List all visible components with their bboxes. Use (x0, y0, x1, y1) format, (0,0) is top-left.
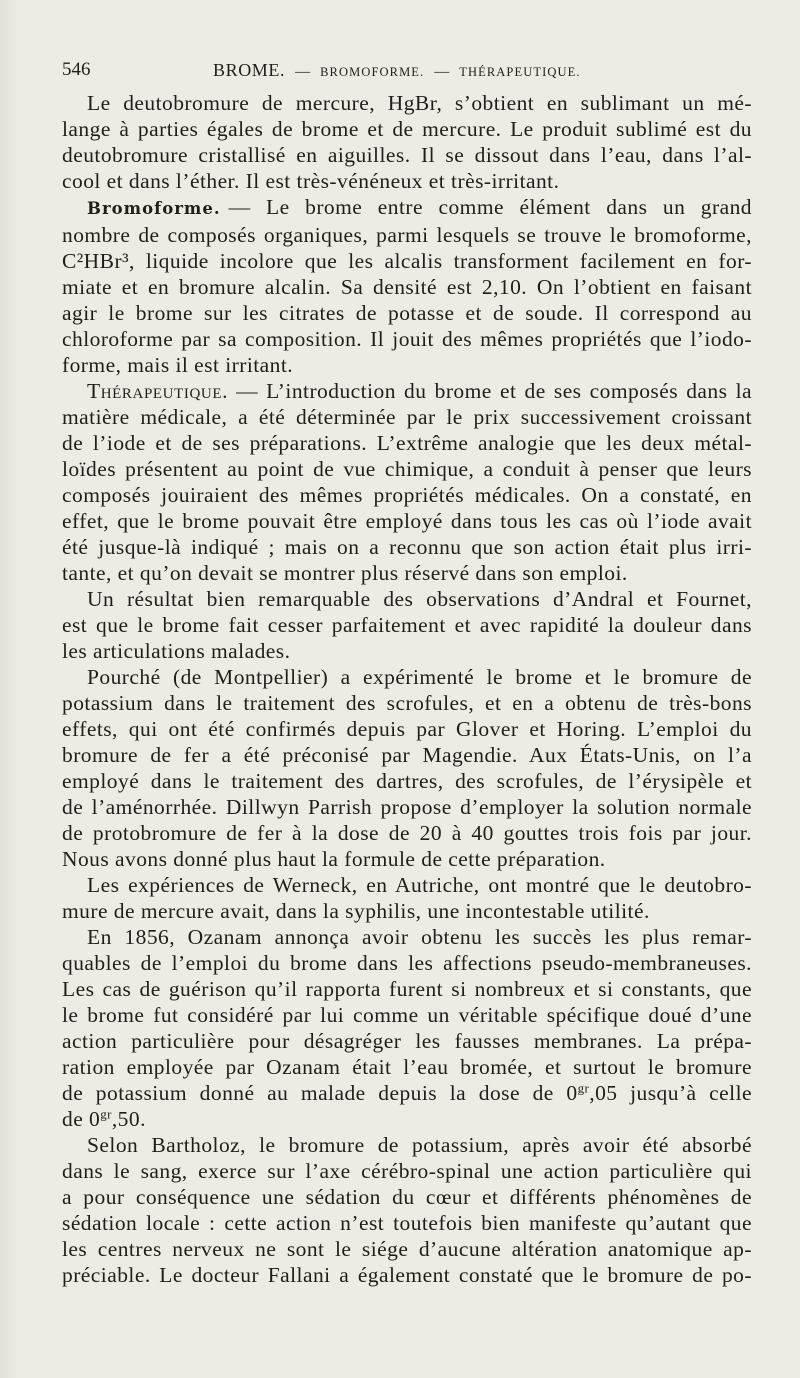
text-line: miate et en bromure alcalin. Sa densité est 2,10. On l’obtient en faisant (62, 275, 752, 299)
running-title-dash: — (434, 64, 450, 80)
text-line: action particulière pour désagréger les fausses membranes. La prépa- (62, 1029, 752, 1053)
paragraph (62, 1132, 752, 1288)
running-title (213, 57, 581, 85)
text-segment: ,50. (111, 1107, 146, 1131)
text-line: agir le brome sur les citrates de potasse et de soude. Il correspond au (62, 301, 752, 325)
text-line: sédation locale : cette action n’est toutefois bien manifeste qu’autant que (62, 1211, 752, 1235)
text-line: matière médicale, a été déterminée par le prix successivement croissant (62, 405, 752, 429)
running-title-main: BROME. (213, 60, 286, 80)
text-line (62, 194, 752, 222)
text-line (62, 1080, 752, 1106)
text-line: les articulations malades. (62, 639, 291, 663)
text-line: deutobromure cristallisé en aiguilles. Il se dissout dans l’eau, dans l’al- (62, 143, 752, 167)
text-line: forme, mais il est irritant. (62, 353, 294, 377)
text-line: lange à parties égales de brome et de mercure. Le produit sublimé est du (62, 117, 752, 141)
paragraph (62, 872, 752, 924)
text-segment: de 0 (62, 1107, 101, 1131)
text-line: Les expériences de Werneck, en Autriche, ont montré que le deutobro- (87, 873, 752, 897)
text-line: tante, et qu’on devait se montrer plus réservé dans son emploi. (62, 561, 628, 585)
text-line: est que le brome fait cesser parfaitement et avec rapidité la douleur dans (62, 613, 752, 637)
text-line: de protobromure de fer à la dose de 20 à 40 gouttes trois fois par jour. (62, 821, 752, 845)
paragraph (62, 924, 752, 1132)
text-line: de l’aménorrhée. Dillwyn Parrish propose d’employer la solution normale (62, 795, 752, 819)
text-segment: — L’introduction du brome et de ses composés dans la (236, 379, 752, 403)
unit-superscript: gr (577, 1081, 590, 1096)
text-line: chloroforme par sa composition. Il jouit des mêmes propriétés que l’iodo- (62, 327, 752, 351)
text-line: Pourché (de Montpellier) a expérimenté le brome et le bromure de (87, 665, 752, 689)
text-line: de l’iode et de ses préparations. L’extrême analogie que les deux métal- (62, 431, 752, 455)
section-heading: Thérapeutique. (87, 379, 229, 403)
text-line: ration employée par Ozanam était l’eau bromée, et surtout le bromure (62, 1055, 752, 1079)
body-text (62, 90, 752, 1288)
text-line: mure de mercure avait, dans la syphilis, une incontestable utilité. (62, 899, 650, 923)
text-line: C²HBr³, liquide incolore que les alcalis transforment facilement en for- (62, 249, 752, 273)
text-line: Un résultat bien remarquable des observations d’Andral et Fournet, (87, 587, 752, 611)
text-line: loïdes présentent au point de vue chimique, a conduit à penser que leurs (62, 457, 752, 481)
text-line: bromure de fer a été préconisé par Magendie. Aux États-Unis, on l’a (62, 743, 752, 767)
text-line: été jusque-là indiqué ; mais on a reconnu que son action était plus irri- (62, 535, 752, 559)
running-title-dash: — (295, 64, 311, 80)
text-line: employé dans le traitement des dartres, des scrofules, de l’érysipèle et (62, 769, 752, 793)
text-segment: ,05 jusqu’à celle (589, 1081, 752, 1105)
text-line: effet, que le brome pouvait être employé dans tous les cas où l’iode avait (62, 509, 752, 533)
paragraph (62, 90, 752, 194)
text-line: Nous avons donné plus haut la formule de cette préparation. (62, 847, 606, 871)
paragraph (62, 378, 752, 586)
text-segment: — Le brome entre comme élément dans un grand (228, 195, 752, 219)
running-title-section: BROMOFORME. (320, 65, 425, 79)
running-title-section: THÉRAPEUTIQUE. (459, 65, 581, 79)
unit-superscript: gr (100, 1107, 112, 1122)
text-line: potassium dans le traitement des scrofules, et en a obtenu de très-bons (62, 691, 752, 715)
page-number: 546 (62, 59, 91, 80)
text-line (62, 378, 752, 404)
paragraph (62, 194, 752, 378)
text-line: le brome fut considéré par lui comme un véritable spécifique doué d’une (62, 1003, 752, 1027)
text-line: Les cas de guérison qu’il rapporta furent si nombreux et si constants, que (62, 977, 752, 1001)
entry-heading: Bromoforme. (87, 199, 221, 218)
paragraph (62, 664, 752, 872)
text-line: dans le sang, exerce sur l’axe cérébro-spinal une action particulière qui (62, 1159, 752, 1183)
text-line: nombre de composés organiques, parmi lesquels se trouve le bromoforme, (62, 223, 752, 247)
text-line: cool et dans l’éther. Il est très-vénéneux et très-irritant. (62, 169, 560, 193)
text-line: préciable. Le docteur Fallani a également constaté que le bromure de po- (62, 1263, 752, 1287)
text-line: En 1856, Ozanam annonça avoir obtenu les succès les plus remar- (87, 925, 752, 949)
text-segment: de potassium donné au malade depuis la dose de 0 (62, 1081, 578, 1105)
text-line: les centres nerveux ne sont le siége d’aucune altération anatomique ap- (62, 1237, 752, 1261)
text-line (62, 1106, 752, 1132)
text-line: Le deutobromure de mercure, HgBr, s’obtient en sublimant un mé- (87, 91, 752, 115)
text-line: Selon Bartholoz, le bromure de potassium, après avoir été absorbé (87, 1133, 752, 1157)
running-head (62, 57, 752, 83)
text-line: effets, qui ont été confirmés depuis par Glover et Horing. L’emploi du (62, 717, 752, 741)
text-line: a pour conséquence une sédation du cœur et différents phénomènes de (62, 1185, 752, 1209)
text-line: quables de l’emploi du brome dans les affections pseudo-membraneuses. (62, 951, 752, 975)
paragraph (62, 586, 752, 664)
text-line: composés jouiraient des mêmes propriétés médicales. On a constaté, en (62, 483, 752, 507)
